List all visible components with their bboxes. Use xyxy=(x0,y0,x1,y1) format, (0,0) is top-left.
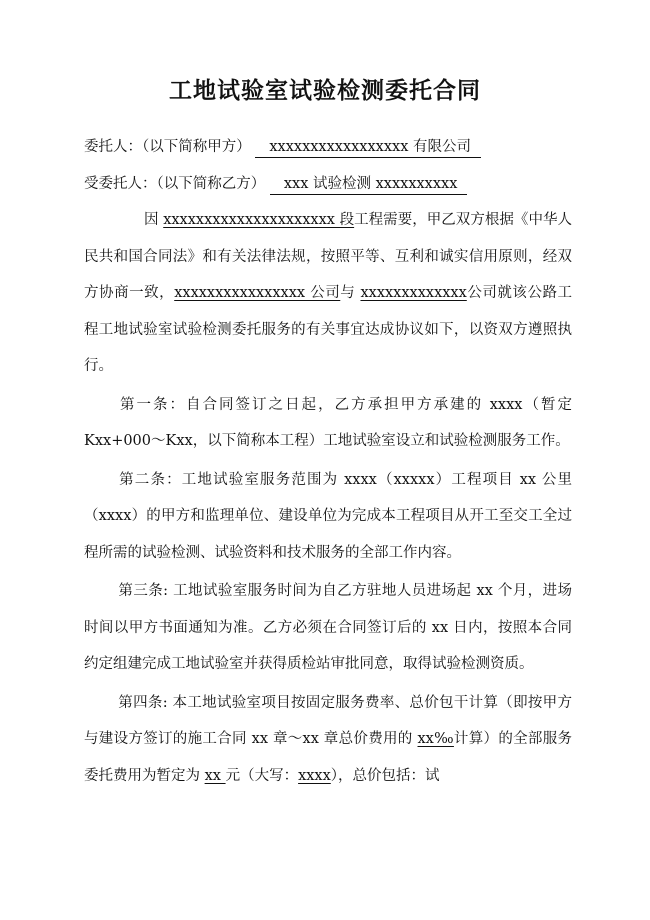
intro-text-4: 公司就该公路工程工地试验室试验检测委托服务的有关事宜达成协议如下，以资双方遵照执行。 xyxy=(84,285,573,374)
company-a-blank: xxxxxxxxxxxxxxxx 公司 xyxy=(174,285,341,301)
clause-1 xyxy=(84,387,572,460)
fee-rate-blank: xx‰ xyxy=(417,731,454,747)
party-a-label: 委托人：（以下简称甲方） xyxy=(84,139,251,155)
fee-amount-words-blank: xxxx xyxy=(298,767,331,784)
clause-2 xyxy=(84,462,572,572)
intro-paragraph xyxy=(84,202,572,385)
project-section-blank: xxxxxxxxxxxxxxxxxxxxx 段 xyxy=(163,212,355,228)
fee-amount-blank: xx xyxy=(204,767,226,784)
clause-4-text-3: 元（大写： xyxy=(225,767,299,784)
clause-4-text-2: 计算）的全部服务委托费用为暂定为 xyxy=(84,731,573,784)
intro-text-1: 因 xyxy=(144,212,164,228)
clause-3-text: 第三条: 工地试验室服务时间为自乙方驻地人员进场起 xx 个月，进场时间以甲方书面通知为准。乙方必须在合同签订后的 xx 日内，按照本合同约定组建完成工地试验室并获得质检站审批同意，取得试验检测资质。 xyxy=(84,583,572,672)
contract-body xyxy=(84,202,572,796)
party-a-name: xxxxxxxxxxxxxxxxx 有限公司 xyxy=(255,135,481,158)
intro-text-2: 工程需要，甲乙双方根据《中华人民共和国合同法》和有关法律法规，按照平等、互利和诚实信用原则，经双方协商一致， xyxy=(84,212,573,301)
clause-4-text-4: ），总价包括：试 xyxy=(330,767,440,784)
party-b-name: xxx 试验检测 xxxxxxxxxx xyxy=(270,172,468,195)
company-b-blank: xxxxxxxxxxxxx xyxy=(360,285,467,301)
clause-4-text-1: 第四条: 本工地试验室项目按固定服务费率、总价包干计算（即按甲方与建设方签订的施工合同 xx 章～xx 章总价费用的 xyxy=(84,694,572,747)
party-b-line xyxy=(84,172,467,195)
clause-3 xyxy=(84,573,572,683)
party-b-label: 受委托人：（以下简称乙方） xyxy=(84,176,266,192)
document-title: 工地试验室试验检测委托合同 xyxy=(169,78,481,104)
clause-2-text: 第二条：工地试验室服务范围为 xxxx（xxxxx）工程项目 xx 公里（xxxx）的甲方和监理单位、建设单位为完成本工程项目从开工至交工全过程所需的试验检测、试验资料和技术服务的全部工作内容。 xyxy=(84,471,572,561)
clause-1-text: 第一条：自合同签订之日起，乙方承担甲方承建的 xxxx（暂定 Kxx+000～Kxx，以下简称本工程）工地试验室设立和试验检测服务工作。 xyxy=(84,396,572,449)
party-a-line xyxy=(84,135,481,158)
intro-text-3: 与 xyxy=(340,285,361,301)
clause-4 xyxy=(84,685,572,795)
